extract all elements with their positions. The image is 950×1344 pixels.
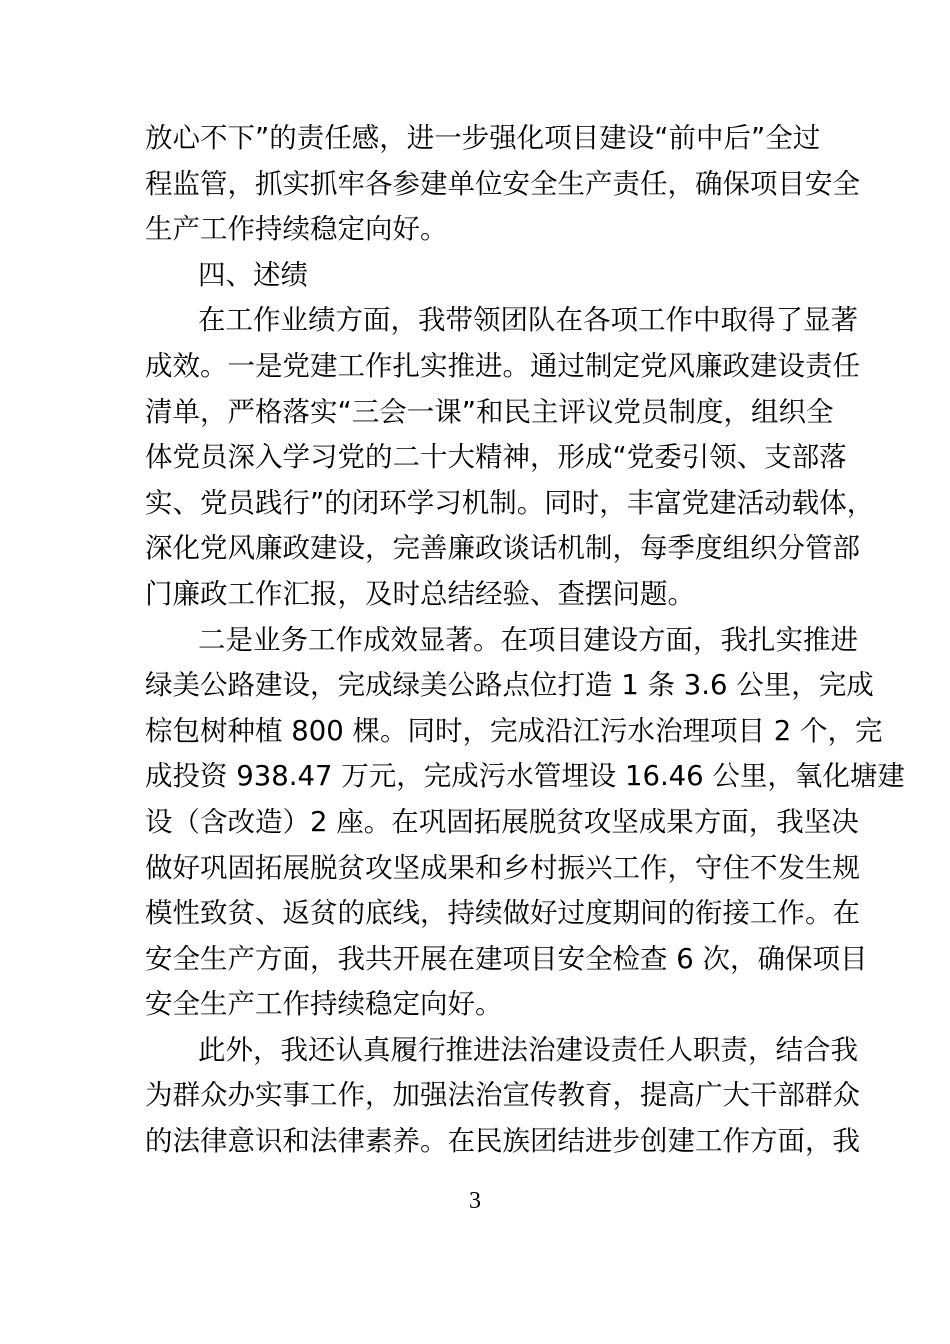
text-line: 清单，严格落实“三会一课”和民主评议党员制度，组织全 <box>145 395 834 428</box>
text-line: 深化党风廉政建设，完善廉政谈话机制，每季度组织分管部 <box>145 532 860 565</box>
text-line: 门廉政工作汇报，及时总结经验、查摆问题。 <box>145 577 695 610</box>
text-line: 绿美公路建设，完成绿美公路点位打造 1 条 3.6 公里，完成 <box>145 669 874 702</box>
text-line: 安全生产方面，我共开展在建项目安全检查 6 次，确保项目 <box>145 942 868 975</box>
body-text <box>145 116 905 1165</box>
text-line: 二是业务工作成效显著。在项目建设方面，我扎实推进 <box>198 623 858 656</box>
text-line: 设（含改造）2 座。在巩固拓展脱贫攻坚成果方面，我坚决 <box>145 805 859 838</box>
text-line: 模性致贫、返贫的底线，持续做好过度期间的衔接工作。在 <box>145 897 860 930</box>
text-line: 程监管，抓实抓牢各参建单位安全生产责任，确保项目安全 <box>145 167 860 200</box>
text-line: 成投资 938.47 万元，完成污水管埋设 16.46 公里，氧化塘建 <box>145 760 905 793</box>
text-line: 此外，我还认真履行推进法治建设责任人职责，结合我 <box>198 1033 858 1066</box>
text-line: 生产工作持续稳定向好。 <box>145 213 448 246</box>
text-line: 成效。一是党建工作扎实推进。通过制定党风廉政建设责任 <box>145 349 860 382</box>
text-line: 放心不下”的责任感，进一步强化项目建设“前中后”全过 <box>145 122 821 154</box>
text-line: 做好巩固拓展脱贫攻坚成果和乡村振兴工作，守住不发生规 <box>145 851 860 884</box>
text-line: 在工作业绩方面，我带领团队在各项工作中取得了显著 <box>198 304 858 337</box>
text-line: 实、党员践行”的闭环学习机制。同时，丰富党建活动载体， <box>145 486 875 519</box>
text-line: 为群众办实事工作，加强法治宣传教育，提高广大干部群众 <box>145 1079 860 1112</box>
text-line: 安全生产工作持续稳定向好。 <box>145 988 503 1021</box>
text-line: 体党员深入学习党的二十大精神，形成“党委引领、支部落 <box>145 441 847 474</box>
text-line: 棕包树种植 800 棵。同时，完成沿江污水治理项目 2 个，完 <box>145 714 883 747</box>
text-line: 四、述绩 <box>198 258 308 291</box>
text-line: 的法律意识和法律素养。在民族团结进步创建工作方面，我 <box>145 1125 860 1158</box>
page-number: 3 <box>469 1188 481 1214</box>
